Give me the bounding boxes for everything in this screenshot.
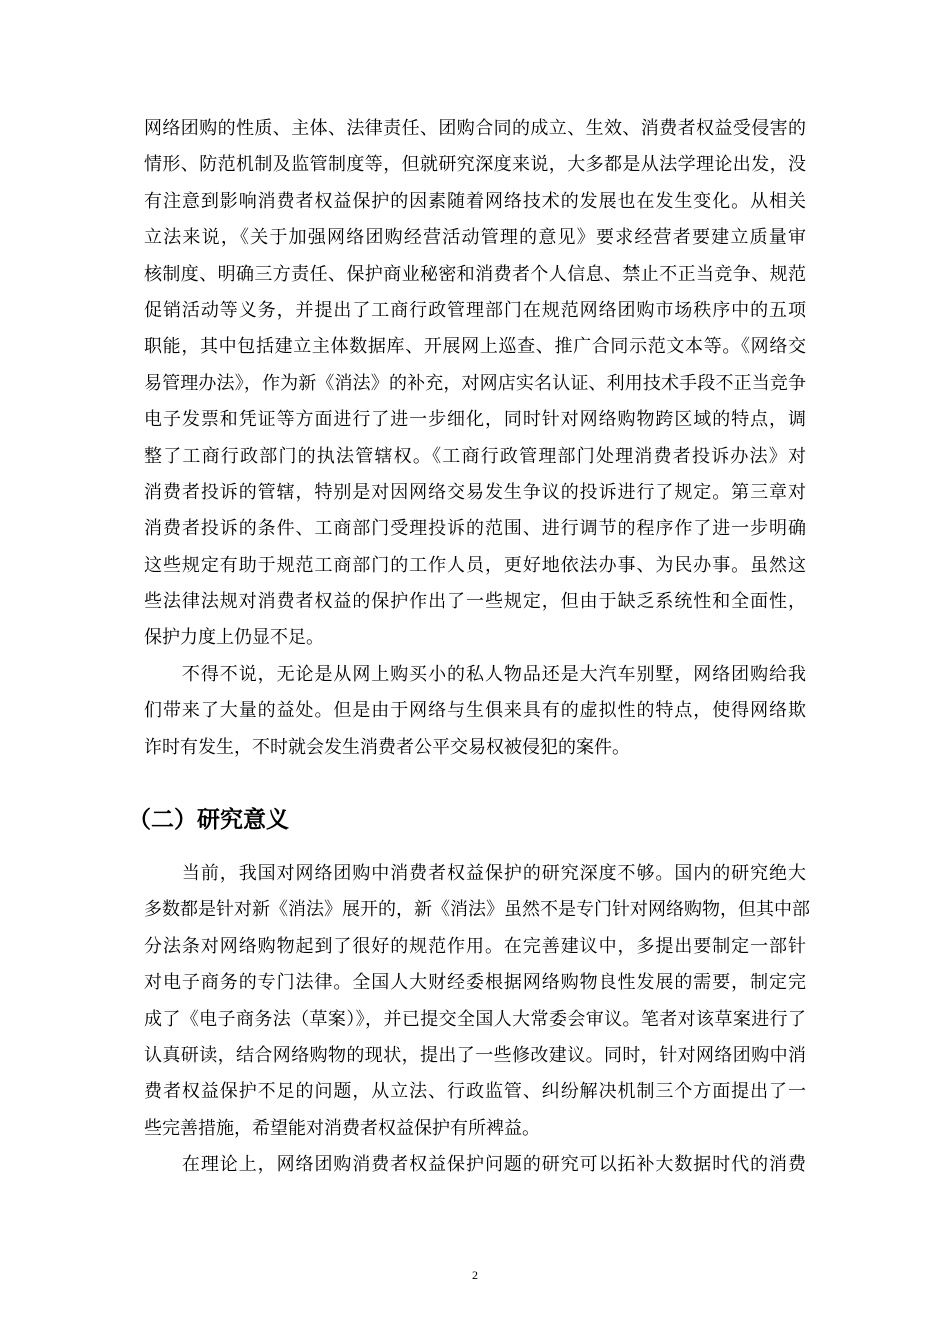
text-line: 保护力度上仍显不足。 xyxy=(144,627,324,649)
text-line: 这些规定有助于规范工商部门的工作人员，更好地依法办事、为民办事。虽然这 xyxy=(144,554,806,576)
text-line: 职能，其中包括建立主体数据库、开展网上巡查、推广合同示范文本等。《网络交 xyxy=(144,336,806,358)
text-line: 们带来了大量的益处。但是由于网络与生俱来具有的虚拟性的特点，使得网络欺 xyxy=(144,700,806,722)
text-line: 网络团购的性质、主体、法律责任、团购合同的成立、生效、消费者权益受侵害的 xyxy=(144,118,806,139)
text-line: 核制度、明确三方责任、保护商业秘密和消费者个人信息、禁止不正当竞争、规范 xyxy=(144,263,806,285)
text-line: 不得不说，无论是从网上购买小的私人物品还是大汽车别墅，网络团购给我 xyxy=(144,663,806,685)
text-line: 易管理办法》，作为新《消法》的补充，对网店实名认证、利用技术手段不正当竞争 xyxy=(144,372,806,394)
text-line: 当前，我国对网络团购中消费者权益保护的研究深度不够。国内的研究绝大 xyxy=(144,863,806,884)
text-line: 情形、防范机制及监管制度等，但就研究深度来说，大多都是从法学理论出发，没 xyxy=(144,154,806,176)
text-line: 些完善措施，希望能对消费者权益保护有所裨益。 xyxy=(144,1117,540,1139)
text-line: 成了《电子商务法（草案）》，并已提交全国人大常委会审议。笔者对该草案进行了 xyxy=(144,1008,806,1030)
text-line: 多数都是针对新《消法》展开的，新《消法》虽然不是专门针对网络购物，但其中部 xyxy=(144,899,810,921)
paragraph-significance xyxy=(144,856,810,1184)
paragraph-legislation xyxy=(144,111,806,766)
text-line: 诈时有发生，不时就会发生消费者公平交易权被侵犯的案件。 xyxy=(144,736,630,758)
text-line: 整了工商行政部门的执法管辖权。《工商行政管理部门处理消费者投诉办法》对 xyxy=(144,445,806,467)
text-line: 费者权益保护不足的问题，从立法、行政监管、纠纷解决机制三个方面提出了一 xyxy=(144,1081,806,1103)
page-number: 2 xyxy=(472,1268,478,1282)
text-line: 分法条对网络购物起到了很好的规范作用。在完善建议中，多提出要制定一部针 xyxy=(144,935,806,957)
text-line: 在理论上，网络团购消费者权益保护问题的研究可以拓补大数据时代的消费 xyxy=(144,1154,806,1176)
text-line: 些法律法规对消费者权益的保护作出了一些规定，但由于缺乏系统性和全面性， xyxy=(144,591,806,613)
text-line: 消费者投诉的条件、工商部门受理投诉的范围、进行调节的程序作了进一步明确 xyxy=(144,518,806,540)
text-line: 促销活动等义务，并提出了工商行政管理部门在规范网络团购市场秩序中的五项 xyxy=(144,299,806,321)
text-line: 有注意到影响消费者权益保护的因素随着网络技术的发展也在发生变化。从相关 xyxy=(144,190,806,212)
text-line: 立法来说，《关于加强网络团购经营活动管理的意见》要求经营者要建立质量审 xyxy=(144,227,806,249)
text-line: 消费者投诉的管辖，特别是对因网络交易发生争议的投诉进行了规定。第三章对 xyxy=(144,481,806,503)
text-line: 电子发票和凭证等方面进行了进一步细化，同时针对网络购物跨区域的特点，调 xyxy=(144,409,806,431)
text-line: 认真研读，结合网络购物的现状，提出了一些修改建议。同时，针对网络团购中消 xyxy=(144,1044,806,1066)
text-line: 对电子商务的专门法律。全国人大财经委根据网络购物良性发展的需要，制定完 xyxy=(144,972,806,994)
section-heading: （二）研究意义 xyxy=(128,807,289,833)
